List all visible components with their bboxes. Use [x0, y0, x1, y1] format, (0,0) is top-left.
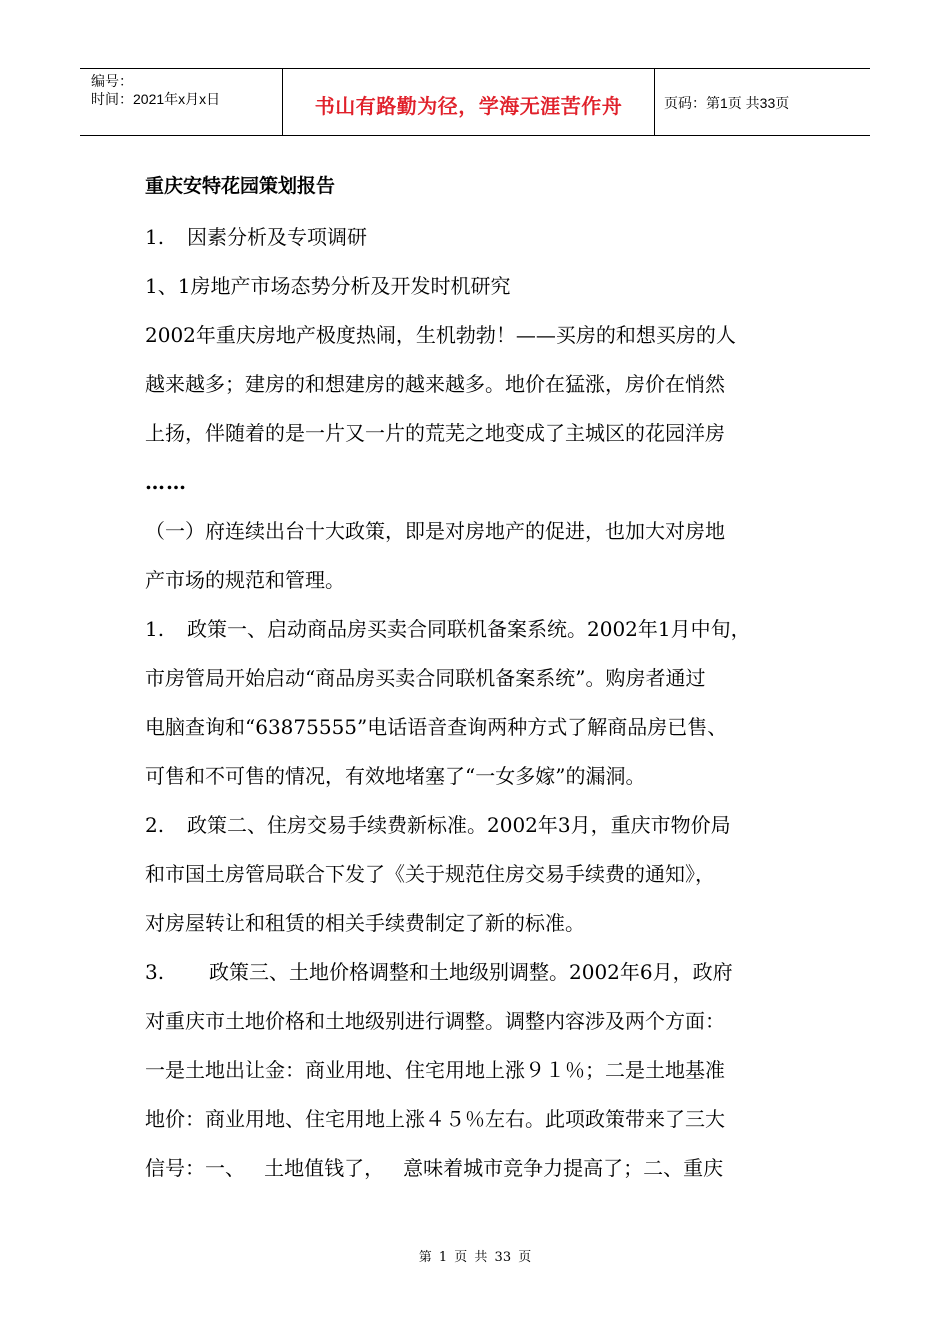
header-page-cell	[655, 69, 870, 135]
subsection-heading: 1、1房地产市场态势分析及开发时机研究	[145, 274, 511, 298]
header-meta-cell	[80, 69, 282, 135]
section-heading	[145, 217, 825, 266]
paragraph-line: 信号：一、 土地值钱了， 意味着城市竞争力提高了；二、重庆	[145, 1156, 724, 1180]
policy-text: 政策二、住房交易手续费新标准。2002年3月，重庆市物价局	[187, 813, 731, 837]
paragraph-line: 2002年重庆房地产极度热闹，生机勃勃！——买房的和想买房的人	[145, 323, 736, 347]
paragraph-line: 可售和不可售的情况，有效地堵塞了“一女多嫁”的漏洞。	[145, 764, 646, 788]
paragraph-line: （一）府连续出台十大政策，即是对房地产的促进，也加大对房地	[145, 519, 725, 543]
paragraph-line: 电脑查询和“63875555”电话语音查询两种方式了解商品房已售、	[145, 715, 728, 739]
header-motto-cell	[282, 69, 655, 135]
policy-text: 政策一、启动商品房买卖合同联机备案系统。2002年1月中旬，	[187, 617, 751, 641]
policy-item-1	[145, 609, 825, 658]
paragraph-line: 对房屋转让和租赁的相关手续费制定了新的标准。	[145, 911, 585, 935]
policy-number: 2.	[145, 813, 165, 837]
motto-text: 书山有路勤为径，学海无涯苦作舟	[314, 93, 623, 118]
date-label: 时间：2021年x月x日	[91, 91, 221, 107]
paragraph-line: 对重庆市土地价格和土地级别进行调整。调整内容涉及两个方面：	[145, 1009, 725, 1033]
policy-item-3	[145, 952, 825, 1001]
policy-number: 1.	[145, 617, 165, 641]
paragraph-line: 市房管局开始启动“商品房买卖合同联机备案系统”。购房者通过	[145, 666, 706, 690]
paragraph-line: 上扬，伴随着的是一片又一片的荒芜之地变成了主城区的花园洋房	[145, 421, 725, 445]
section-title: 因素分析及专项调研	[187, 225, 367, 249]
document-header	[80, 68, 870, 136]
page-footer: 第 1 页 共 33 页	[418, 1250, 532, 1265]
paragraph-line: 产市场的规范和管理。	[145, 568, 345, 592]
paragraph-line: 地价：商业用地、住宅用地上涨４５％左右。此项政策带来了三大	[145, 1107, 725, 1131]
ellipsis-line: ……	[145, 470, 187, 494]
policy-item-2	[145, 805, 825, 854]
policy-number: 3.	[145, 960, 165, 984]
document-body	[145, 166, 825, 1197]
policy-text: 政策三、土地价格调整和土地级别调整。2002年6月，政府	[209, 960, 733, 984]
paragraph-line: 一是土地出让金：商业用地、住宅用地上涨９１％；二是土地基准	[145, 1058, 725, 1082]
paragraph-line: 和市国土房管局联合下发了《关于规范住房交易手续费的通知》，	[145, 862, 715, 886]
number-label: 编号：	[91, 73, 133, 89]
section-number: 1.	[145, 225, 165, 249]
document-title: 重庆安特花园策划报告	[145, 175, 336, 197]
page-info: 页码：第1页 共33页	[664, 94, 790, 111]
paragraph-line: 越来越多；建房的和想建房的越来越多。地价在猛涨，房价在悄然	[145, 372, 725, 396]
